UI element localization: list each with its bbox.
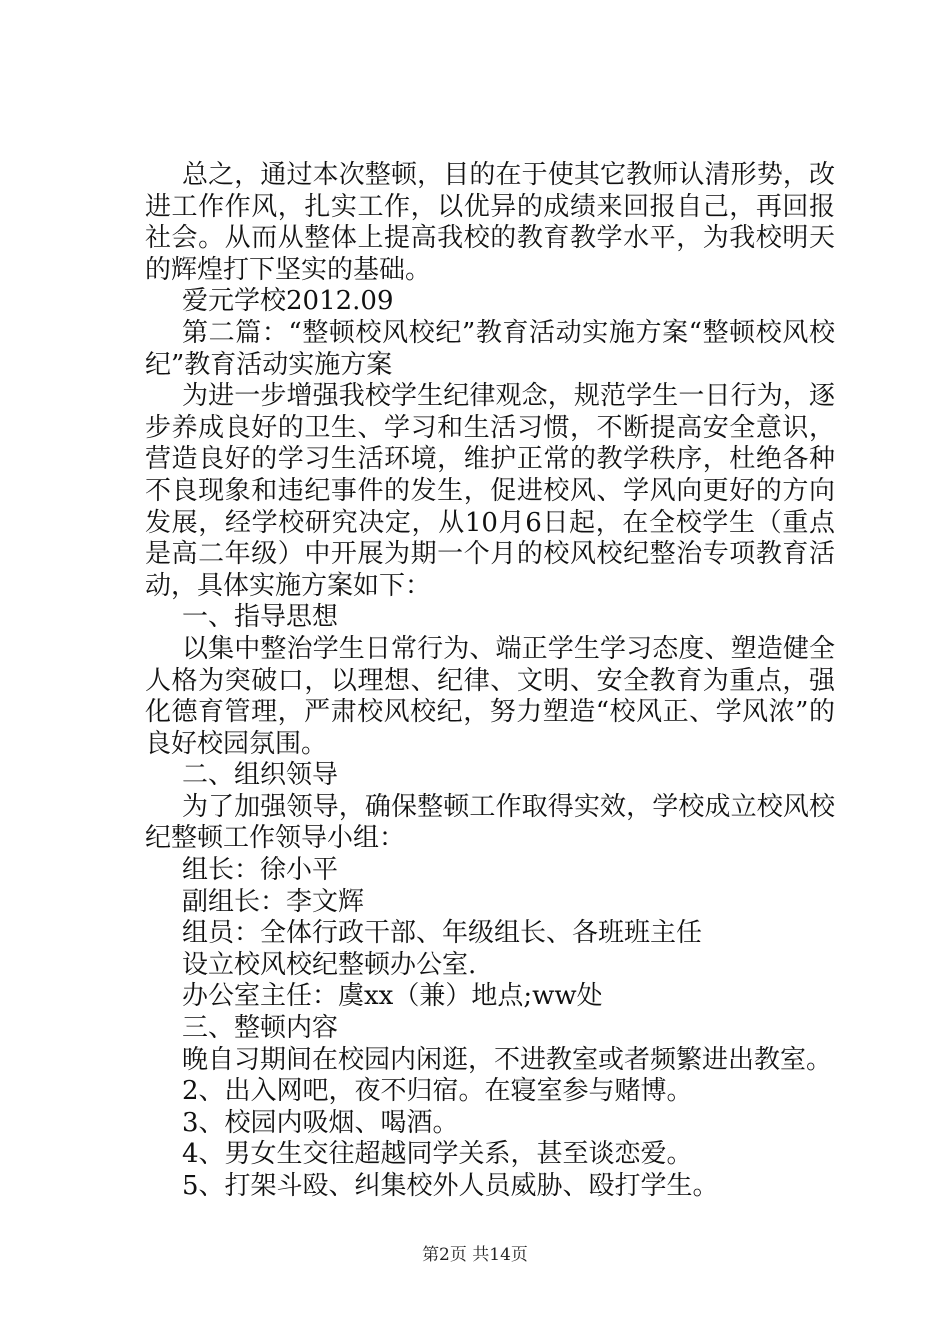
section-heading: 一、指导思想 xyxy=(182,602,339,633)
list-item: 晚自习期间在校园内闲逛，不进教室或者频繁进出教室。 xyxy=(182,1044,833,1075)
paragraph: 办公室主任：虞xx（兼）地点;ww处 xyxy=(182,981,603,1012)
document-body xyxy=(145,160,835,1203)
page-footer xyxy=(0,1244,950,1266)
list-item: 3、校园内吸烟、喝酒。 xyxy=(182,1107,459,1138)
list-item: 2、出入网吧，夜不归宿。在寝室参与赌博。 xyxy=(182,1076,693,1107)
page-number: 第2页 共14页 xyxy=(422,1245,528,1265)
paragraph: 副组长：李文辉 xyxy=(182,886,365,917)
paragraph: 组员：全体行政干部、年级组长、各班班主任 xyxy=(182,918,703,949)
paragraph: 为了加强领导，确保整顿工作取得实效，学校成立校风校纪整顿工作领导小组： xyxy=(145,791,835,854)
list-item: 5、打架斗殴、纠集校外人员威胁、殴打学生。 xyxy=(182,1171,719,1201)
paragraph: 爱元学校2012.09 xyxy=(182,286,394,317)
paragraph: 为进一步增强我校学生纪律观念，规范学生一日行为，逐步养成良好的卫生、学习和生活习惯，不断提高安全意识，营造良好的学习生活环境，维护正常的教学秩序，杜绝各种不良现象和违纪事件的发生，促进校风、学风向更好的方向发展，经学校研究决定，从10月6日起，在全校学生（重点是高二年级）中开展为期一个月的校风校纪整治专项教育活动，具体实施方案如下： xyxy=(145,381,835,601)
section-heading: 三、整顿内容 xyxy=(182,1013,339,1044)
paragraph: 以集中整治学生日常行为、端正学生学习态度、塑造健全人格为突破口，以理想、纪律、文明、安全教育为重点，强化德育管理，严肃校风校纪，努力塑造“校风正、学风浓”的良好校园氛围。 xyxy=(145,633,835,759)
paragraph: 设立校风校纪整顿办公室. xyxy=(182,949,477,980)
paragraph: 组长：徐小平 xyxy=(182,855,339,886)
list-item: 4、男女生交往超越同学关系，甚至谈恋爱。 xyxy=(182,1139,693,1170)
paragraph: 总之，通过本次整顿，目的在于使其它教师认清形势，改进工作作风，扎实工作，以优异的成绩来回报自己，再回报社会。从而从整体上提高我校的教育教学水平，为我校明天的辉煌打下坚实的基础。 xyxy=(145,160,835,285)
paragraph: 第二篇：“整顿校风校纪”教育活动实施方案“整顿校风校纪”教育活动实施方案 xyxy=(145,317,835,380)
section-heading: 二、组织领导 xyxy=(182,760,339,791)
